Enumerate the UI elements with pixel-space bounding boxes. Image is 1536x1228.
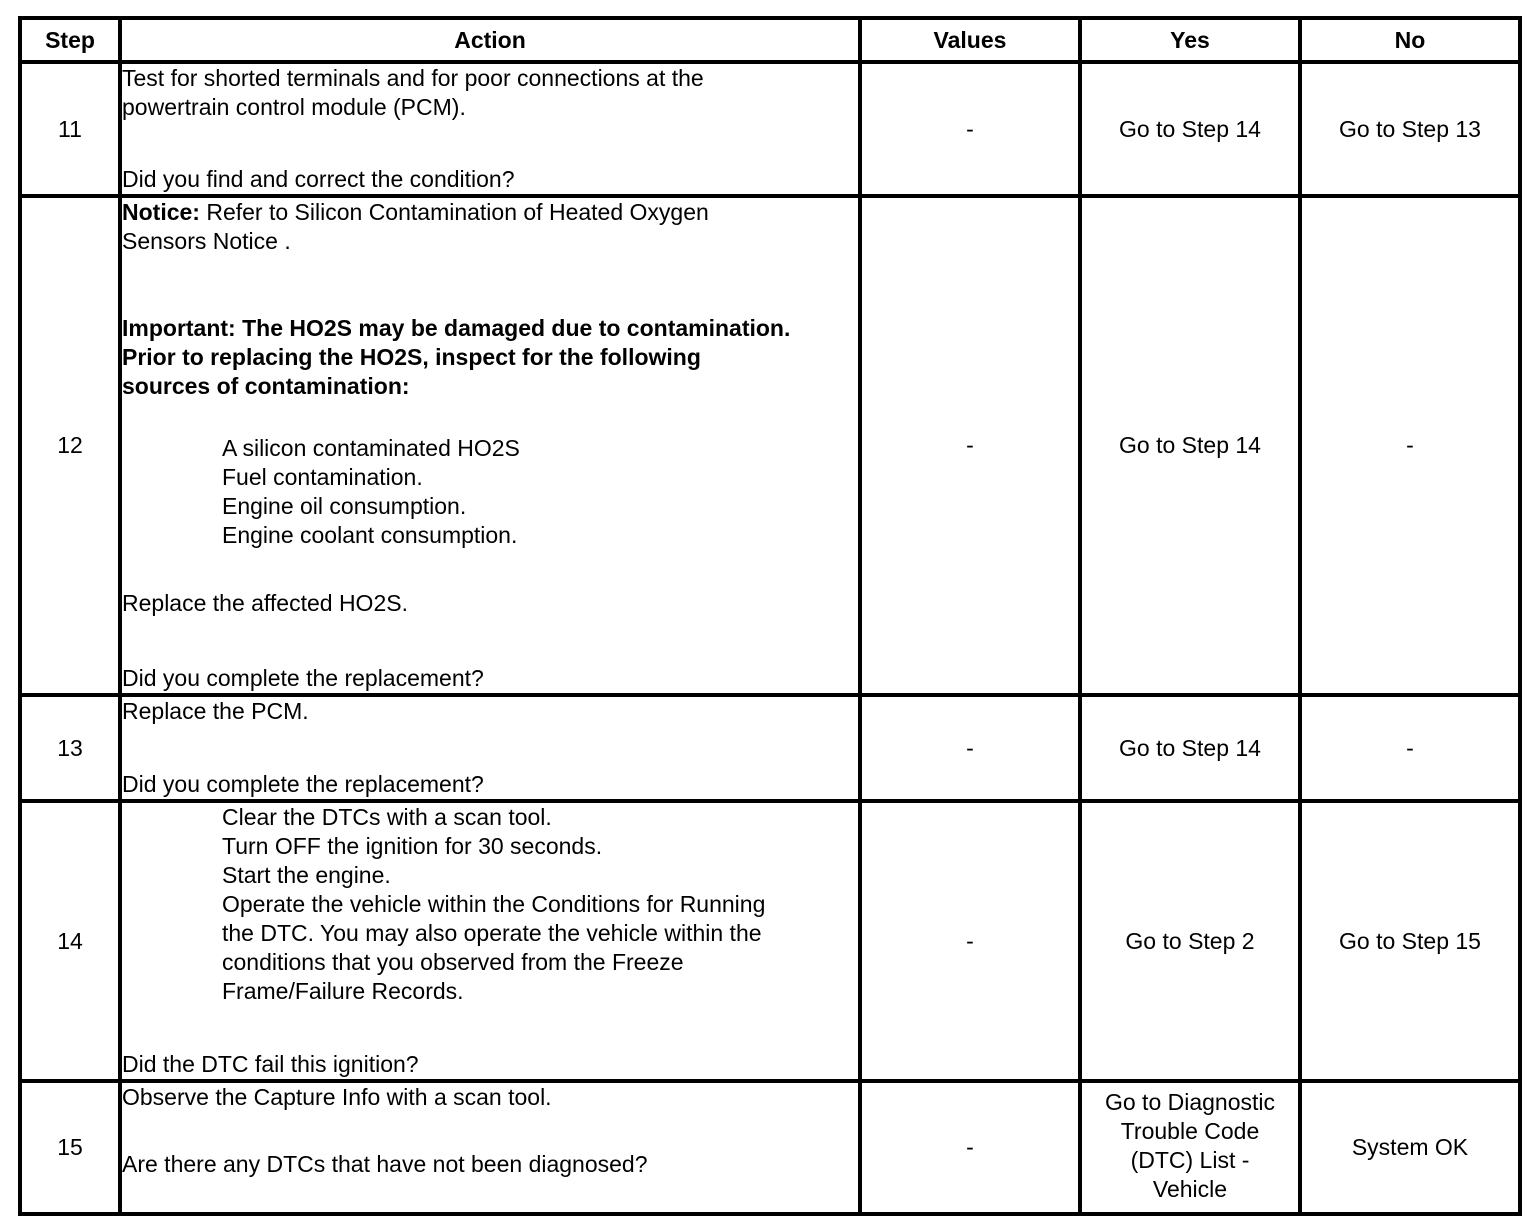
important-line: sources of contamination: [122,373,410,400]
table-row-step-11 [20,62,1520,196]
header-step: Step [20,18,120,62]
action-cell [120,801,860,1080]
step-number: 13 [20,695,120,801]
yes-line: Go to Diagnostic [1104,1088,1276,1115]
no-cell: Go to Step 13 [1300,62,1520,196]
action-cell [120,695,860,801]
bullet-item: Operate the vehicle within the Conditions for Running [222,891,766,918]
notice-line [122,198,858,227]
table-row-step-14 [20,801,1520,1080]
table-row-step-13 [20,695,1520,801]
values-cell: - [860,801,1080,1080]
bullet-item: Engine coolant consumption. [222,522,518,549]
values-cell: - [860,695,1080,801]
bullet-item: Frame/Failure Records. [222,978,464,1005]
no-cell: - [1300,196,1520,695]
action-line: powertrain control module (PCM). [122,94,466,121]
action-line: Test for shorted terminals and for poor connections at the [122,65,704,92]
notice-text-continued: Sensors Notice . [122,228,291,255]
values-cell: - [860,62,1080,196]
notice-text: Refer to Silicon Contamination of Heated Oxygen [199,199,709,226]
no-cell: System OK [1300,1081,1520,1214]
values-cell: - [860,1081,1080,1214]
header-action: Action [120,18,860,62]
step-number: 15 [20,1081,120,1214]
action-question: Did the DTC fail this ignition? [122,1050,419,1077]
diagnostic-table [18,16,1522,1216]
table-row-step-12 [20,196,1520,695]
no-cell: - [1300,695,1520,801]
step-number: 12 [20,196,120,695]
action-line: Observe the Capture Info with a scan tool. [122,1083,552,1110]
replace-instruction: Replace the affected HO2S. [122,590,408,617]
table-row-step-15 [20,1081,1520,1214]
step-number: 14 [20,801,120,1080]
step-number: 11 [20,62,120,196]
yes-cell: Go to Step 14 [1080,62,1300,196]
header-row [20,18,1520,62]
bullet-item: Fuel contamination. [222,464,423,491]
yes-line: Vehicle [1152,1175,1228,1202]
action-cell [120,62,860,196]
bullet-item: Clear the DTCs with a scan tool. [222,804,552,831]
no-cell: Go to Step 15 [1300,801,1520,1080]
action-question: Are there any DTCs that have not been diagnosed? [122,1150,648,1177]
action-question: Did you complete the replacement? [122,665,484,692]
important-line: Important: The HO2S may be damaged due to contamination. [122,315,791,342]
bullet-item: Turn OFF the ignition for 30 seconds. [222,833,603,860]
yes-line: Trouble Code [1120,1117,1260,1144]
yes-cell: Go to Step 14 [1080,695,1300,801]
bullet-item: Engine oil consumption. [222,493,467,520]
important-line: Prior to replacing the HO2S, inspect for the following [122,344,701,371]
action-question: Did you find and correct the condition? [122,166,515,193]
header-no: No [1300,18,1520,62]
header-values: Values [860,18,1080,62]
yes-cell: Go to Step 14 [1080,196,1300,695]
action-cell [120,1081,860,1214]
action-cell [120,196,860,695]
action-line: Replace the PCM. [122,698,309,725]
yes-line: (DTC) List - [1130,1146,1250,1173]
bullet-item: conditions that you observed from the Freeze [222,949,684,976]
yes-cell: Go to Step 2 [1080,801,1300,1080]
header-yes: Yes [1080,18,1300,62]
values-cell: - [860,196,1080,695]
bullet-item: the DTC. You may also operate the vehicle within the [222,920,762,947]
yes-cell [1080,1081,1300,1214]
notice-label: Notice: [122,199,200,226]
action-question: Did you complete the replacement? [122,771,484,798]
bullet-item: Start the engine. [222,862,391,889]
bullet-item: A silicon contaminated HO2S [222,435,520,462]
